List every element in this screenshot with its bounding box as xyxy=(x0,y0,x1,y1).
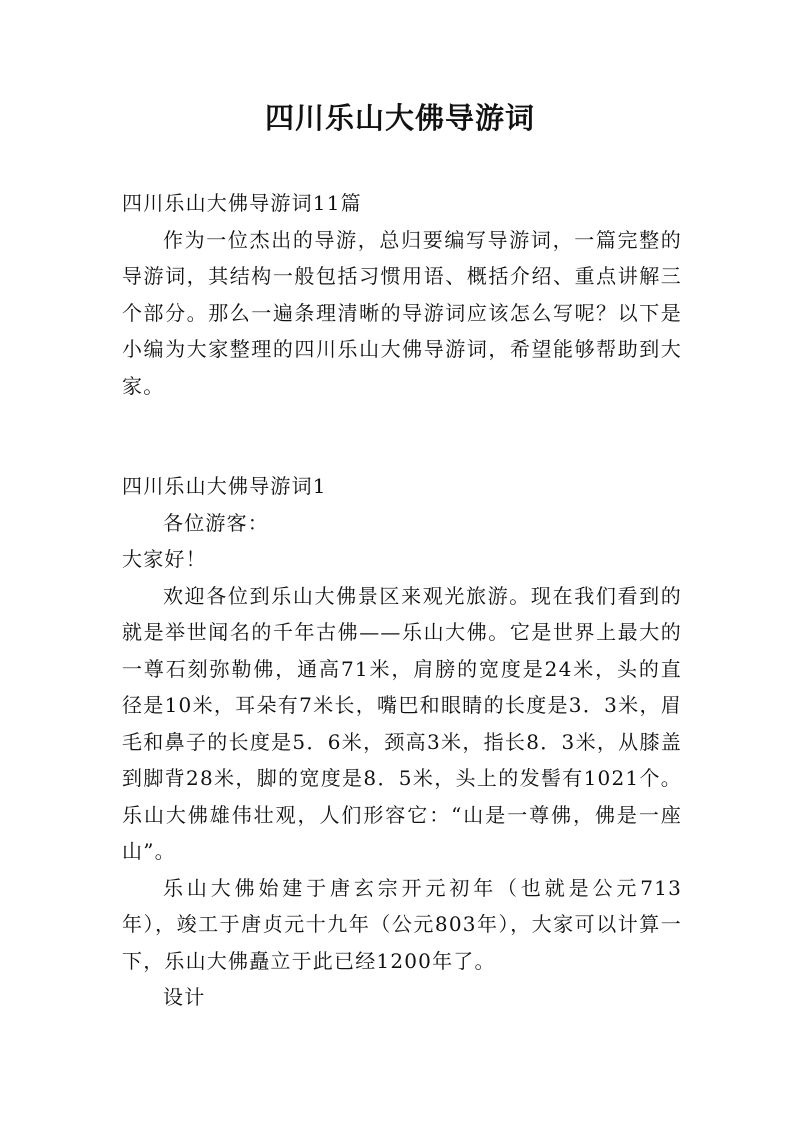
greeting: 大家好！ xyxy=(122,547,207,571)
body-paragraph-2: 乐山大佛始建于唐玄宗开元初年（也就是公元713年），竣工于唐贞元十九年（公元803年），大家可以计算一下，乐山大佛矗立于此已经1200年了。 xyxy=(122,875,682,973)
document-subtitle: 四川乐山大佛导游词11篇 xyxy=(122,191,362,215)
body-paragraph-1: 欢迎各位到乐山大佛景区来观光旅游。现在我们看到的就是举世闻名的千年古佛——乐山大佛。它是世界上最大的一尊石刻弥勒佛，通高71米，肩膀的宽度是24米，头的直径是10米，耳朵有7米长，嘴巴和眼睛的长度是3．3米，眉毛和鼻子的长度是5．6米，颈高3米，指长8．3米，从膝盖到脚背28米，脚的宽度是8．5米，头上的发髻有1021个。乐山大佛雄伟壮观，人们形容它：“山是一尊佛，佛是一座山”。 xyxy=(122,583,682,863)
document-body xyxy=(122,185,682,1016)
section-heading: 四川乐山大佛导游词1 xyxy=(122,474,327,498)
trailing-text: 设计 xyxy=(163,985,206,1009)
document-title: 四川乐山大佛导游词 xyxy=(264,101,535,135)
salutation: 各位游客： xyxy=(163,510,269,535)
section-gap xyxy=(122,404,682,468)
intro-paragraph: 作为一位杰出的导游，总归要编写导游词，一篇完整的导游词，其结构一般包括习惯用语、概括介绍、重点讲解三个部分。那么一遍条理清晰的导游词应该怎么写呢？以下是小编为大家整理的四川乐山大佛导游词，希望能够帮助到大家。 xyxy=(122,227,682,398)
